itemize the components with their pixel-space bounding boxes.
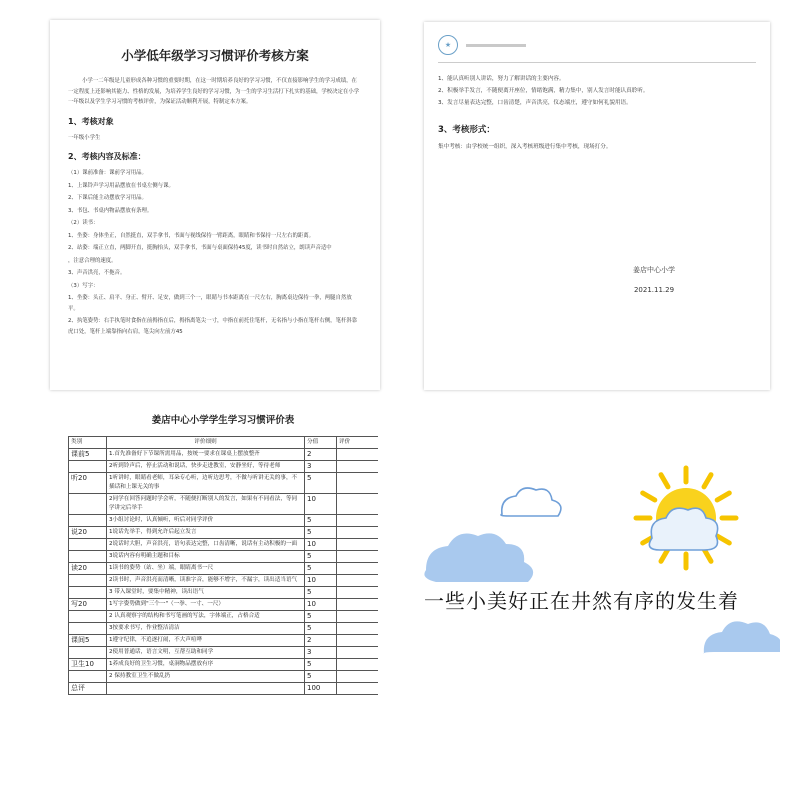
table-row: [69, 659, 379, 671]
row-evaluation: [337, 494, 379, 515]
row-rule: 3按要求书写，作业整洁清洁: [107, 623, 305, 635]
row-rule: 3说话内容有明确主题和目标: [107, 551, 305, 563]
row-score: 5: [305, 659, 337, 671]
row-rule: 1遵守纪律，不追逐打闹，不大声喧哗: [107, 635, 305, 647]
row-category: 听20: [69, 473, 107, 494]
row-evaluation: [337, 449, 379, 461]
criteria-item: 1、能认真听别人讲话，努力了解讲话的主要内容。: [438, 76, 565, 82]
row-score: 5: [305, 611, 337, 623]
row-category: [69, 623, 107, 635]
row-evaluation: [337, 659, 379, 671]
row-score: 5: [305, 527, 337, 539]
cloud-icon: [501, 488, 561, 516]
row-category: [69, 551, 107, 563]
row-rule: 1读书的姿势（站、坐）端，眼睛离书一尺: [107, 563, 305, 575]
table-row: [69, 599, 379, 611]
row-evaluation: [337, 635, 379, 647]
row-score: 2: [305, 449, 337, 461]
row-score: 5: [305, 563, 337, 575]
plan-line: （1）课前准备：课前学习用品。: [68, 170, 147, 176]
row-rule: 1说话先举手，得到允许后起立发言: [107, 527, 305, 539]
row-evaluation: [337, 539, 379, 551]
row-rule: 1.首先准备好下节课所需用品，按统一要求在课桌上摆放整齐: [107, 449, 305, 461]
table-row: [69, 683, 379, 695]
table-row: [69, 527, 379, 539]
row-rule: 3 带入课堂时，要集中精神，读出语气: [107, 587, 305, 599]
sun-ray: [661, 549, 668, 561]
row-category: [69, 587, 107, 599]
row-rule: 2听到铃声后，停止活动和说话，快步走进教室，安静坐好，等待老师: [107, 461, 305, 473]
plan-line: 2、站姿：端正立直，两脚开直，挺胸抬头，双手拿书，书面与桌面保持45度，读书时自然站立，朗读声音适中: [68, 245, 332, 251]
row-category: [69, 647, 107, 659]
row-score: 100: [305, 683, 337, 695]
row-score: 5: [305, 473, 337, 494]
row-rule: 2 认真观察字的结构和书写笔画的写法，字体端正，占格合适: [107, 611, 305, 623]
criteria-item: 2、积极举手发言，不随便离开座位，情绪饱满，精力集中，别人发言时能认真聆听。: [438, 88, 649, 94]
row-score: 3: [305, 461, 337, 473]
plan-line: 2、执笔姿势：右手执笔时食指在前拇指在后，拇指离笔尖一寸，中指在前托住笔杆，无名指与小指在笔杆右侧，笔杆斜靠虎口处，笔杆上端靠指向右肩，笔尖向左前方45: [68, 318, 358, 335]
signature-date: 2021.11.29: [633, 286, 675, 294]
row-rule: 1写字姿势做到"三个一"（一拳、一寸、一尺）: [107, 599, 305, 611]
table-row: [69, 587, 379, 599]
criteria-item: 3、发言尽量表达完整，口齿清楚，声音洪亮，仪态端庄，遵守如何礼貌用语。: [438, 100, 632, 106]
row-rule: 2说话时大胆，声音洪亮，语句表达完整，口齿清晰，说话有主动积极的一面: [107, 539, 305, 551]
row-evaluation: [337, 461, 379, 473]
row-category: 卫生10: [69, 659, 107, 671]
school-logo-icon: ★: [438, 35, 458, 55]
table-row: [69, 647, 379, 659]
table-row: [69, 539, 379, 551]
row-category: [69, 461, 107, 473]
section-1-body: 一年级小学生: [68, 134, 101, 141]
row-evaluation: [337, 515, 379, 527]
signature-block: [594, 260, 714, 300]
sun-ray: [643, 493, 655, 500]
header-category: 类别: [69, 437, 107, 449]
plan-line: 3、书包、书桌内物品摆放有条理。: [68, 207, 153, 214]
row-rule: 2读书时，声音洪亮而清晰，读准字音，能够不增字，不漏字，读出适当语气: [107, 575, 305, 587]
row-category: [69, 539, 107, 551]
table-row: [69, 671, 379, 683]
page-header: [438, 34, 756, 63]
row-evaluation: [337, 575, 379, 587]
cloud-icon: [704, 621, 780, 654]
row-rule: 2同学在回答问题时学会听，不随便打断别人的发言，如果有不同看法，等同学讲完后举手: [107, 494, 305, 515]
plan-line: 1、坐姿：身体坐正，自然挺直，双手拿书，书面与视线保持一臂距离，眼睛和书保持一尺左右的距离。: [68, 232, 315, 239]
row-category: [69, 575, 107, 587]
section-1-title: 1、考核对象: [68, 116, 114, 126]
table-row: [69, 623, 379, 635]
row-evaluation: [337, 671, 379, 683]
evaluation-table-page: [68, 408, 378, 766]
header-rule: 评价细则: [107, 437, 305, 449]
table-row: [69, 611, 379, 623]
row-score: 10: [305, 599, 337, 611]
criteria-list: [438, 73, 756, 109]
section-2-title: 2、考核内容及标准：: [68, 152, 146, 161]
row-evaluation: [337, 551, 379, 563]
document-page-plan: [50, 20, 380, 390]
document-page-plan-continued: [424, 22, 770, 390]
row-category: [69, 671, 107, 683]
row-score: 5: [305, 515, 337, 527]
row-category: 说20: [69, 527, 107, 539]
row-score: 5: [305, 551, 337, 563]
section-3-body: 集中考核：由学校统一组织，深入考核班级进行集中考核，现场打分。: [438, 144, 612, 150]
plan-line: 3、声音洪亮，不拖音。: [68, 270, 126, 276]
row-evaluation: [337, 527, 379, 539]
row-category: 课前5: [69, 449, 107, 461]
row-evaluation: [337, 563, 379, 575]
row-rule: 1养成良好的卫生习惯，桌洞物品摆放有序: [107, 659, 305, 671]
row-category: 总评: [69, 683, 107, 695]
row-rule: 3小组讨论时，认真倾听，听后对同学评价: [107, 515, 305, 527]
row-category: [69, 515, 107, 527]
row-rule: [107, 683, 305, 695]
cloud-icon: [424, 533, 533, 582]
sun-ray: [704, 549, 711, 561]
row-score: 5: [305, 587, 337, 599]
row-score: 10: [305, 575, 337, 587]
row-score: 2: [305, 635, 337, 647]
row-score: 5: [305, 671, 337, 683]
row-rule: 2 保持教室卫生不做乱扔: [107, 671, 305, 683]
row-category: 课间5: [69, 635, 107, 647]
table-row: [69, 551, 379, 563]
row-evaluation: [337, 623, 379, 635]
plan-line: 1、上课铃声学习用品摆放在书桌左侧与课。: [68, 182, 174, 189]
plan-line: 2、下课后能主动摆放学习用品。: [68, 195, 147, 201]
row-score: 10: [305, 494, 337, 515]
plan-title: 小学低年级学习习惯评价考核方案: [121, 48, 309, 63]
header-rule: [466, 44, 526, 47]
table-body: [69, 449, 379, 695]
plan-line: （3）写字：: [68, 282, 99, 289]
row-score: 5: [305, 623, 337, 635]
plan-intro: 小学一二年级是儿童形成各种习惯的重要时期，在这一时期培养良好的学习习惯，不仅直接影响学生的学习成绩，在一定程度上还影响其能力、性格的发展，为培养学生良好的学习习惯，为一生的学习生活打下扎实的基础，学校决定在小学一年级以及学生学习习惯的考核评价，为保证活动顺利开展，特制定本方案。: [68, 78, 360, 105]
table-row: [69, 449, 379, 461]
table-row: [69, 575, 379, 587]
row-rule: 1听讲时，眼睛看老师，耳朵专心听，边听边思考，不做与听讲无关的事，不插话和上课无关的事: [107, 473, 305, 494]
sun-ray: [717, 493, 729, 500]
table-row: [69, 515, 379, 527]
row-evaluation: [337, 683, 379, 695]
row-category: 读20: [69, 563, 107, 575]
sun-ray: [661, 475, 668, 487]
table-header-row: [69, 437, 379, 449]
plan-line: （2）读书：: [68, 220, 99, 226]
table-row: [69, 635, 379, 647]
row-evaluation: [337, 611, 379, 623]
row-evaluation: [337, 647, 379, 659]
section-3-title: 3、考核形式：: [438, 125, 495, 135]
motto-text: 一些小美好正在井然有序的发生着: [424, 589, 739, 613]
table-row: [69, 461, 379, 473]
row-rule: 2使用普通话，语言文明，互帮互助和同学: [107, 647, 305, 659]
header-score: 分值: [305, 437, 337, 449]
row-evaluation: [337, 473, 379, 494]
school-signature: 姜店中心小学: [633, 266, 675, 274]
row-category: [69, 494, 107, 515]
row-category: 写20: [69, 599, 107, 611]
plan-line: 1、坐姿：头正、肩平、身正、臂开、足安，做到三个一，眼睛与书本距离在一尺左右，胸离桌边保持一拳，两腿自然放平。: [68, 295, 352, 312]
table-row: [69, 473, 379, 494]
row-evaluation: [337, 587, 379, 599]
header-evaluation: 评价: [337, 437, 379, 449]
table-row: [69, 563, 379, 575]
row-score: 10: [305, 539, 337, 551]
table-row: [69, 494, 379, 515]
plan-line: ，注意合理的速度。: [68, 257, 117, 264]
row-score: 3: [305, 647, 337, 659]
table-title: 姜店中心小学学生学习习惯评价表: [151, 415, 295, 426]
row-category: [69, 611, 107, 623]
sun-ray: [704, 475, 711, 487]
row-evaluation: [337, 599, 379, 611]
sun-ray: [717, 536, 729, 543]
evaluation-table: [68, 436, 378, 695]
